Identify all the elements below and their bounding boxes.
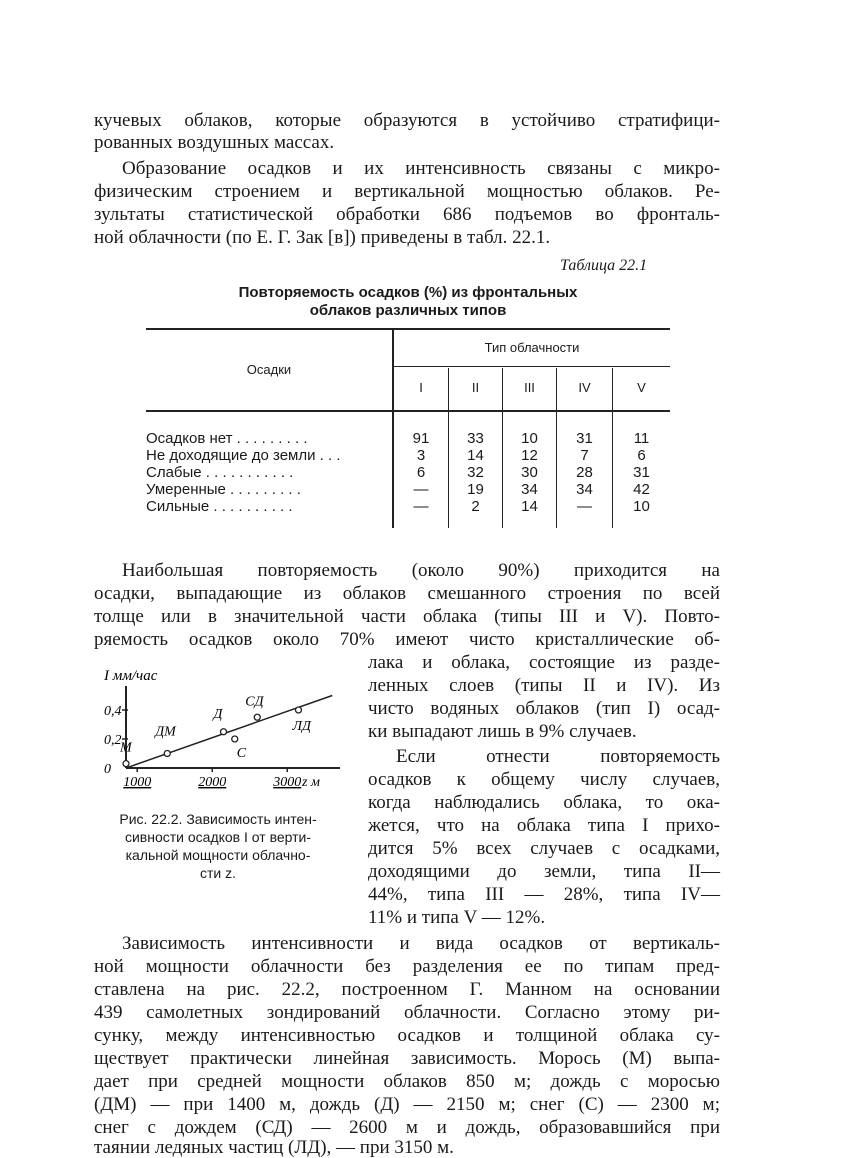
- y-tick-label: 0: [104, 762, 111, 777]
- table-row-label: Осадков нет . . . . . . . . .: [146, 430, 308, 447]
- table-cell: 6: [637, 447, 646, 464]
- table-row-label: Слабые . . . . . . . . . . .: [146, 464, 294, 481]
- table-cell: 2: [471, 498, 480, 515]
- point-label: М: [120, 740, 132, 756]
- table-cell: 10: [633, 498, 650, 515]
- text-line: сунку, между интенсивностью осадков и толщиной облака су-: [94, 1025, 720, 1046]
- table-col-header: II: [471, 380, 480, 395]
- table-cell: —: [577, 498, 592, 515]
- data-point: [164, 751, 170, 757]
- text-line: лака и облака, состоящие из разде-: [368, 652, 720, 673]
- text-line: ставлена на рис. 22.2, построенном Г. Манном на основании: [94, 979, 720, 1000]
- table-col-header: I: [419, 380, 423, 395]
- table-cell: —: [413, 498, 429, 515]
- table-cell: 10: [521, 430, 538, 447]
- x-tick-label: 3000: [273, 775, 302, 790]
- x-axis-label: z м: [302, 775, 320, 790]
- data-point: [254, 714, 260, 720]
- table-cell: 91: [412, 430, 430, 447]
- table-header-rule: [146, 410, 670, 412]
- table-top-rule: [146, 328, 670, 330]
- figure-caption-line: кальной мощности облачно-: [125, 847, 311, 863]
- data-point: [123, 761, 129, 767]
- point-label: ДМ: [155, 724, 176, 740]
- y-axis-label: I мм/час: [104, 668, 158, 684]
- table-col-header: IV: [578, 380, 591, 395]
- text-line: ряемость осадков около 70% имеют чисто кристаллические об-: [94, 629, 720, 650]
- table-cell: 14: [467, 447, 484, 464]
- text-line: чисто водяных облаков (тип I) осад-: [368, 698, 720, 719]
- table-cell: 34: [521, 481, 538, 498]
- table-cell: 32: [467, 464, 484, 481]
- table-cell: 30: [521, 464, 538, 481]
- table-row-label: Сильные . . . . . . . . . .: [146, 498, 293, 515]
- text-line: снег с дождем (СД) — 2600 м и дождь, образовавшийся при: [94, 1117, 720, 1138]
- text-line: Если отнести повторяемость: [396, 746, 720, 767]
- text-line: ной мощности облачности без разделения ее по типам пред-: [94, 956, 720, 977]
- table-group-rule: [394, 366, 670, 367]
- text-line: когда наблюдались облака, то ока-: [368, 792, 720, 813]
- figure-caption-line: сивности осадков I от верти-: [124, 829, 312, 845]
- table-col-header: III: [524, 380, 535, 395]
- text-line: жется, что на облака типа I прихо-: [368, 815, 720, 836]
- text-line: Зависимость интенсивности и вида осадков от вертикаль-: [122, 933, 720, 954]
- data-point: [232, 736, 238, 742]
- text-line: таянии ледяных частиц (ЛД), — при 3150 м.: [94, 1137, 454, 1158]
- text-line: осадков к общему числу случаев,: [368, 769, 720, 790]
- table-number: Таблица 22.1: [560, 257, 648, 274]
- table-cell: 31: [576, 430, 593, 447]
- table-cell: 12: [521, 447, 538, 464]
- point-label: С: [236, 746, 247, 761]
- table-title: [148, 284, 668, 320]
- x-tick-label: 1000: [123, 775, 152, 790]
- table-cell: 42: [633, 481, 650, 498]
- table-cell: —: [413, 481, 429, 498]
- text-line: кучевых облаков, которые образуются в устойчиво стратифици-: [94, 110, 720, 131]
- table-title-line1: Повторяемость осадков (%) из фронтальных: [238, 284, 578, 301]
- text-line: рованных воздушных массах.: [94, 132, 335, 153]
- table-title-line2: облаков различных типов: [309, 302, 507, 319]
- text-line: дает при средней мощности облаков 850 м; дождь с моросью: [94, 1071, 720, 1092]
- point-label: Д: [213, 706, 223, 722]
- table-row-label: Не доходящие до земли . . .: [146, 447, 341, 464]
- point-label: ЛД: [292, 719, 311, 734]
- text-line: дится 5% всех случаев с осадками,: [368, 838, 720, 859]
- figure-chart: [100, 660, 360, 800]
- text-line: осадки, выпадающие из облаков смешанного строения по всей: [94, 583, 720, 604]
- table-cell: 7: [580, 447, 589, 464]
- y-tick-label: 0,4: [104, 704, 122, 719]
- text-line: 11% и типа V — 12%.: [368, 907, 546, 928]
- table-row-label: Умеренные . . . . . . . . .: [146, 481, 301, 498]
- y-tick-label: 0,2: [104, 733, 122, 748]
- table-cell: 34: [576, 481, 593, 498]
- text-line: ленных слоев (типы II и IV). Из: [368, 675, 720, 696]
- table-cell: 3: [416, 447, 426, 464]
- x-tick-label: 2000: [198, 775, 227, 790]
- table-row-header: Осадки: [246, 362, 292, 377]
- data-point: [221, 729, 227, 735]
- figure-caption: [86, 810, 350, 882]
- point-label: СД: [245, 694, 264, 710]
- text-line: 439 самолетных зондирований облачности. Согласно этому ри-: [94, 1002, 720, 1023]
- table-group-header: Тип облачности: [484, 340, 580, 355]
- table-cell: 33: [467, 430, 484, 447]
- table-cell: 19: [467, 481, 484, 498]
- text-line: физическим строением и вертикальной мощностью облаков. Ре-: [94, 181, 720, 202]
- table-cell: 14: [521, 498, 538, 515]
- text-line: ки выпадают лишь в 9% случаев.: [368, 721, 637, 742]
- text-line: (ДМ) — при 1400 м, дождь (Д) — 2150 м; снег (С) — 2300 м;: [94, 1094, 720, 1115]
- table-cell: 31: [633, 464, 650, 481]
- text-line: ной облачности (по Е. Г. Зак [в]) приведены в табл. 22.1.: [94, 227, 551, 248]
- text-line: 44%, типа III — 28%, типа IV—: [368, 884, 720, 905]
- text-line: Образование осадков и их интенсивность связаны с микро-: [122, 158, 720, 179]
- text-line: доходящими до земли, типа II—: [368, 861, 720, 882]
- table-col-header: V: [637, 380, 646, 395]
- table-cell: 6: [416, 464, 426, 481]
- text-line: Наибольшая повторяемость (около 90%) приходится на: [122, 560, 720, 581]
- table-cell: 11: [633, 430, 650, 447]
- figure-caption-line: Рис. 22.2. Зависимость интен-: [119, 811, 317, 827]
- table-cell: 28: [576, 464, 593, 481]
- figure-caption-line: сти z.: [199, 865, 236, 881]
- text-line: зультаты статистической обработки 686 подъемов во фронталь-: [94, 204, 720, 225]
- text-line: ществует практически линейная зависимость. Морось (М) выпа-: [94, 1048, 720, 1069]
- data-point: [296, 707, 302, 713]
- text-line: толще или в значительной части облака (типы III и V). Повто-: [94, 606, 720, 627]
